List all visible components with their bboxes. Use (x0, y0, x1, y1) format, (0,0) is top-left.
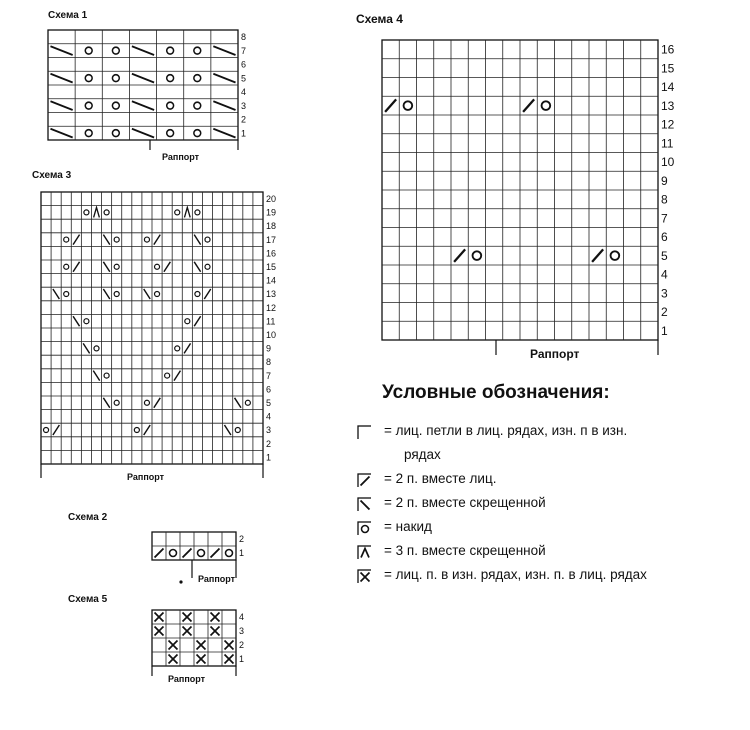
legend-s3tog-icon (357, 545, 371, 559)
chart-s5-rapport-label: Раппорт (168, 674, 206, 684)
legend-item-text: = лиц. петли в лиц. рядах, изн. п в изн. (384, 423, 628, 438)
chart-s4-grid (382, 40, 675, 361)
chart-5-title: Схема 5 (68, 594, 108, 605)
chart-s3-row-label: 17 (266, 234, 277, 245)
chart-s4-row-label: 4 (661, 267, 668, 282)
chart-s4-row-label: 16 (661, 42, 675, 57)
chart-s5-row-label: 2 (239, 640, 245, 651)
chart-s3-rapport-label: Раппорт (127, 472, 165, 482)
chart-s1-row-label: 5 (241, 73, 247, 84)
legend-item-text: = 3 п. вместе скрещенной (384, 543, 546, 558)
chart-4-title: Схема 4 (356, 12, 403, 26)
chart-s4-row-label: 12 (661, 117, 675, 132)
legend-title: Условные обозначения: (382, 382, 610, 403)
chart-s3-row-label: 2 (266, 438, 272, 449)
chart-s3-row-label: 4 (266, 411, 272, 422)
chart-s4-row-label: 11 (661, 136, 674, 151)
chart-s2-row-label: 2 (239, 534, 245, 545)
chart-s4-row-label: 15 (661, 61, 675, 76)
chart-s1-row-label: 7 (241, 45, 247, 56)
chart-s5-row-label: 4 (239, 612, 245, 623)
chart-s3-row-label: 1 (266, 452, 272, 463)
chart-s4-row-label: 5 (661, 248, 668, 263)
legend-item-text: = 2 п. вместе скрещенной (384, 495, 546, 510)
chart-1-title: Схема 1 (48, 10, 88, 21)
chart-s1-row-label: 1 (241, 128, 247, 139)
legend-item-text: = 2 п. вместе лиц. (384, 471, 497, 486)
chart-s3-row-label: 5 (266, 398, 272, 409)
legend-knit-icon (357, 425, 371, 439)
chart-3-title: Схема 3 (32, 170, 72, 181)
chart-s1-row-label: 3 (241, 100, 247, 111)
legend-purl-icon (357, 569, 371, 583)
chart-s3-row-label: 12 (266, 302, 277, 313)
chart-s3-row-label: 9 (266, 343, 272, 354)
stray-dot (179, 580, 182, 583)
chart-s3-row-label: 8 (266, 357, 272, 368)
legend-item-text: = накид (384, 519, 432, 534)
chart-s4-row-label: 13 (661, 98, 675, 113)
chart-s3-row-label: 7 (266, 370, 272, 381)
chart-s2-rapport-label: Раппорт (198, 574, 236, 584)
chart-s3-row-label: 18 (266, 221, 277, 232)
chart-s4-row-label: 8 (661, 192, 668, 207)
chart-s1-row-label: 4 (241, 87, 247, 98)
chart-s3-row-label: 20 (266, 194, 277, 205)
legend-item-text: = лиц. п. в изн. рядах, изн. п. в лиц. рядах (384, 567, 647, 582)
chart-s3-row-label: 13 (266, 289, 277, 300)
chart-s3-grid (41, 192, 276, 482)
chart-s1-grid (48, 30, 246, 162)
chart-s5-row-label: 1 (239, 654, 245, 665)
chart-s2-row-label: 1 (239, 548, 245, 559)
chart-s4-row-label: 7 (661, 211, 668, 226)
chart-s4-row-label: 6 (661, 230, 668, 245)
chart-s2-grid (152, 532, 244, 584)
chart-s3-row-label: 16 (266, 248, 277, 259)
chart-s5-row-label: 3 (239, 626, 245, 637)
chart-s3-row-label: 10 (266, 330, 277, 341)
chart-s4-row-label: 3 (661, 286, 668, 301)
legend-k2tog-icon (357, 473, 371, 487)
chart-2-title: Схема 2 (68, 512, 108, 523)
legend-item-text: рядах (404, 447, 441, 462)
legend-k2tog-tbl-icon (357, 497, 371, 511)
chart-s4-row-label: 2 (661, 305, 668, 320)
legend-yo-icon (357, 521, 371, 535)
chart-s4-row-label: 14 (661, 80, 675, 95)
chart-s5-grid (152, 610, 244, 684)
chart-s3-row-label: 14 (266, 275, 277, 286)
chart-s4-row-label: 9 (661, 173, 668, 188)
chart-s3-row-label: 15 (266, 262, 277, 273)
chart-s3-row-label: 11 (266, 316, 276, 327)
chart-s4-rapport-label: Раппорт (530, 347, 580, 361)
chart-s3-row-label: 6 (266, 384, 272, 395)
chart-s3-row-label: 3 (266, 425, 272, 436)
chart-s1-row-label: 6 (241, 59, 247, 70)
chart-s3-row-label: 19 (266, 207, 277, 218)
chart-s1-row-label: 8 (241, 32, 247, 43)
chart-s1-row-label: 2 (241, 114, 247, 125)
chart-s4-row-label: 10 (661, 155, 675, 170)
chart-s1-rapport-label: Раппорт (162, 152, 200, 162)
chart-s4-row-label: 1 (661, 323, 668, 338)
